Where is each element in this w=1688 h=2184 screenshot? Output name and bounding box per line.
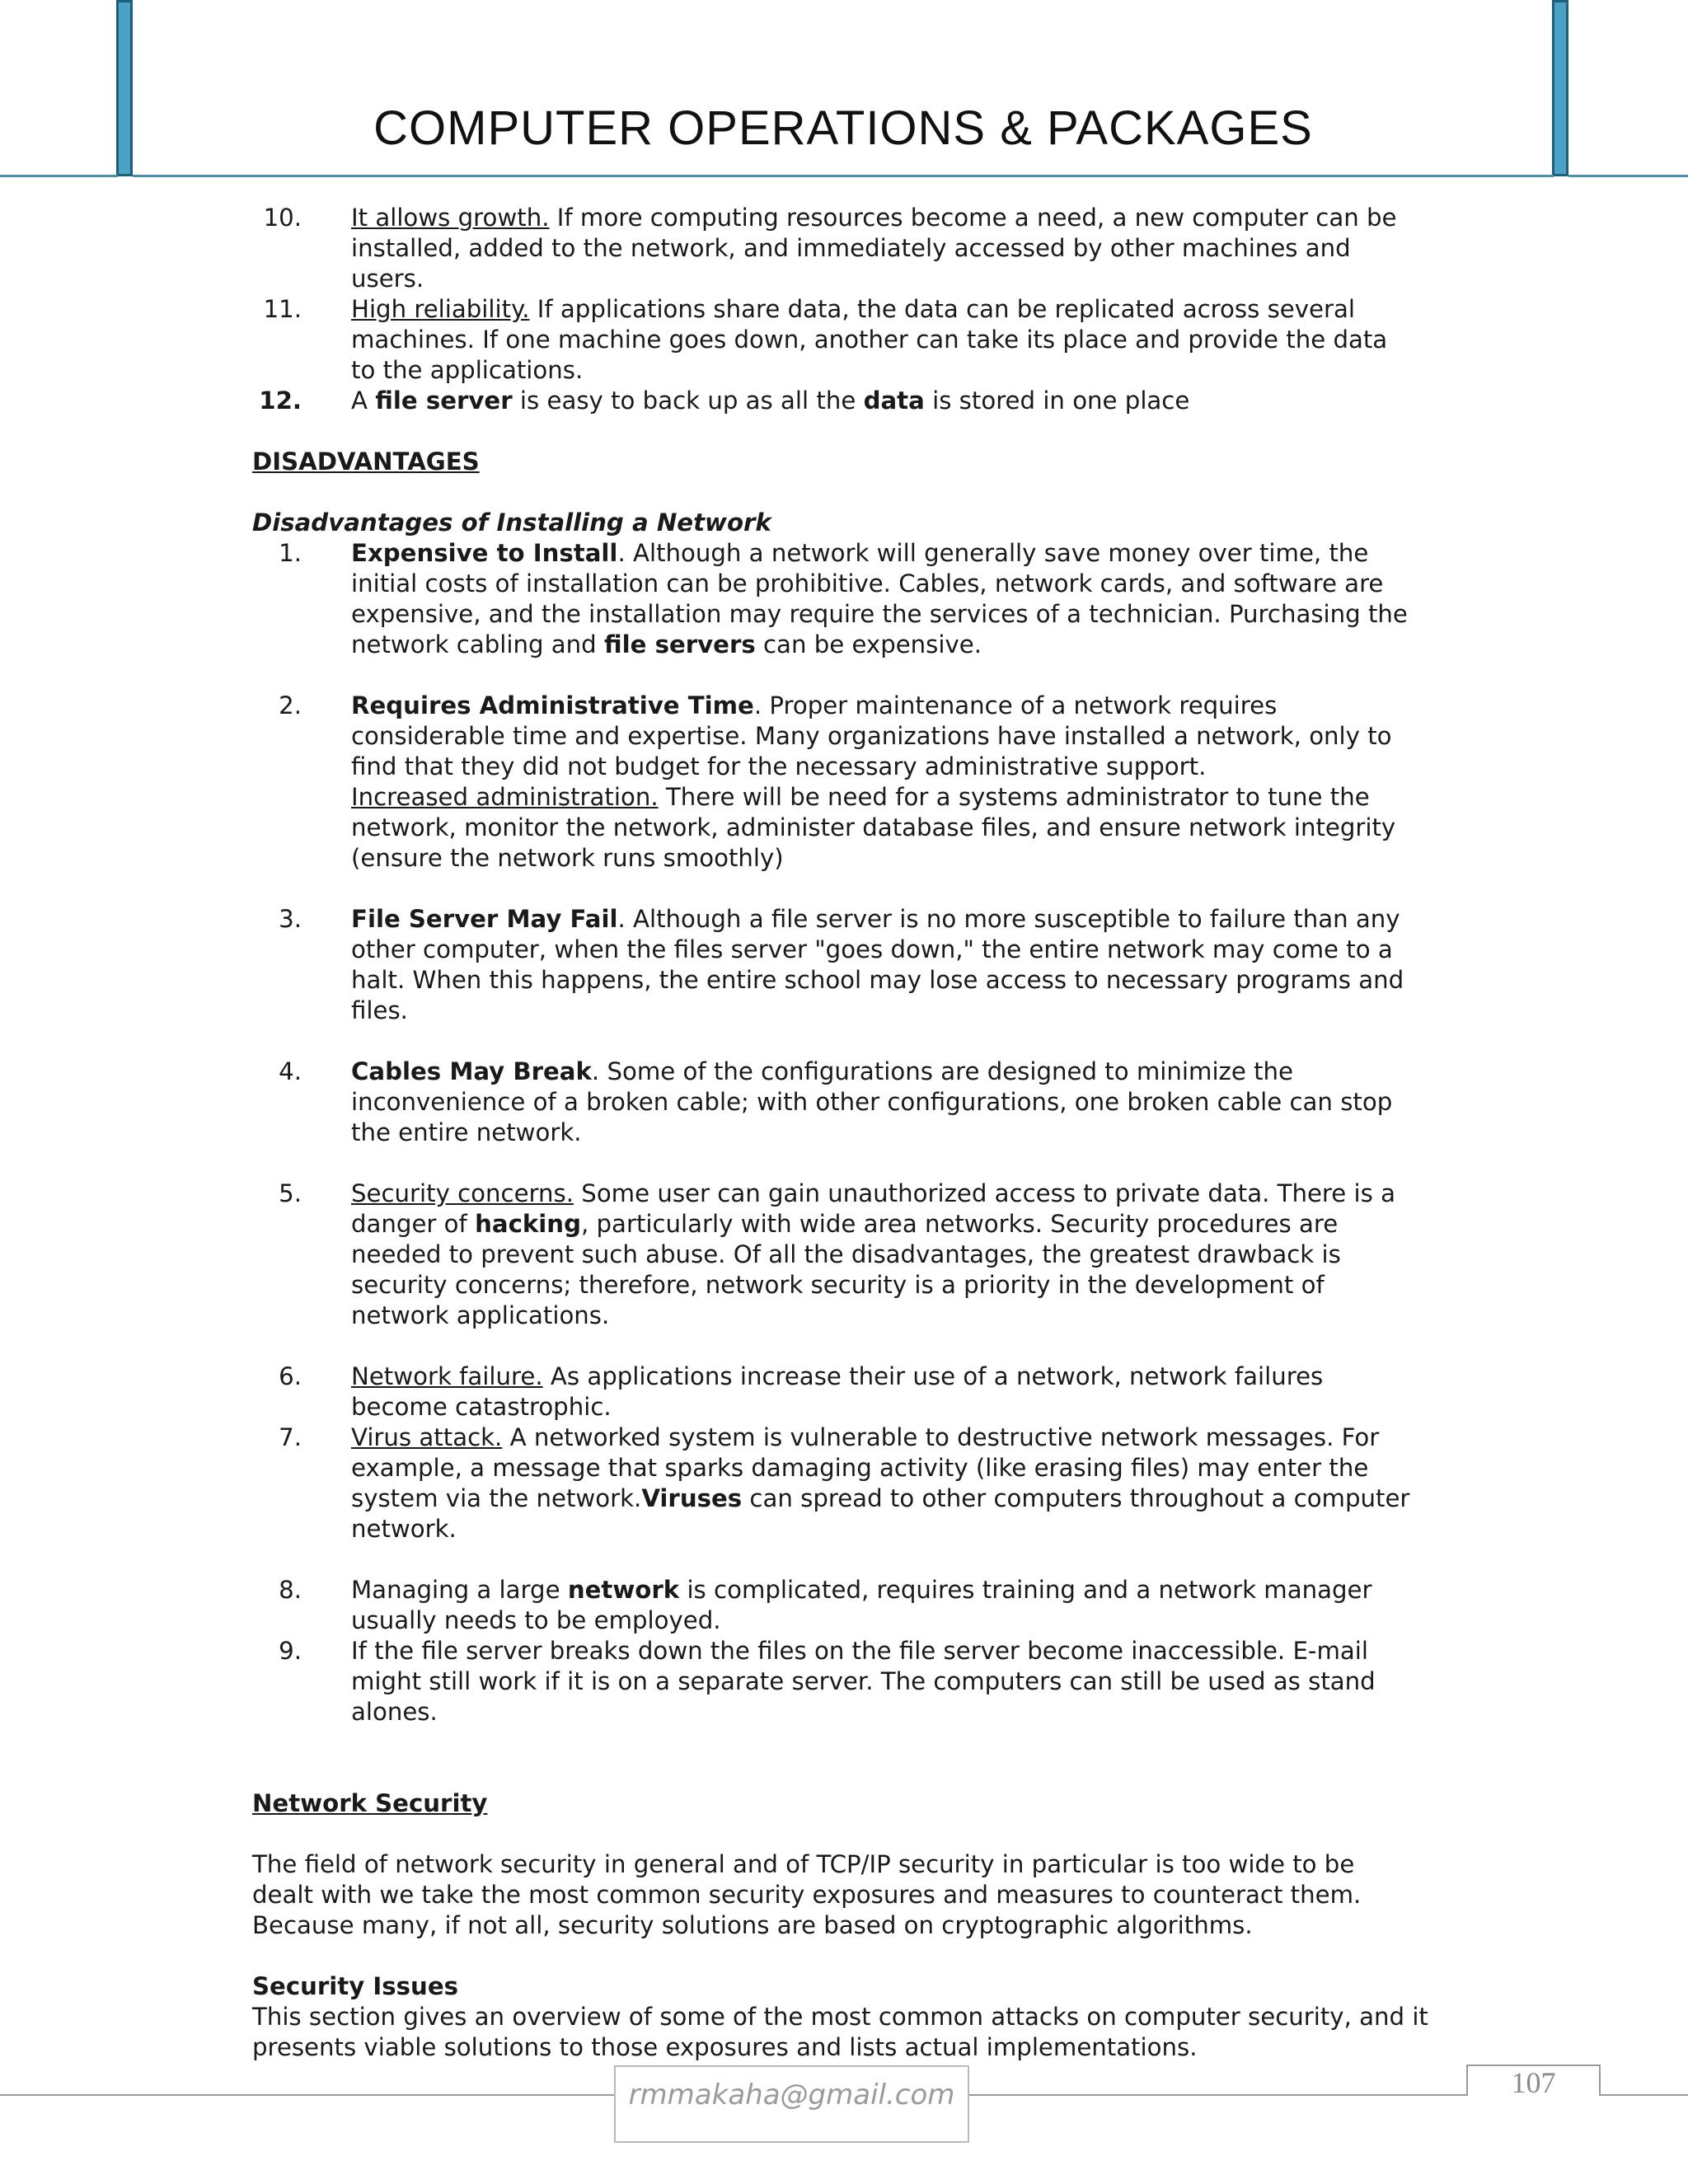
list-number: 6. [279, 1362, 302, 1390]
item-lead: Expensive to Install [351, 539, 618, 567]
list-text: Expensive to Install. Although a network will generally save money over time, the initial costs of installation can be prohibitive. Cables, network cards, and software are expensive, and the installation may require the services of a technician. Purchasing the network cabling and file servers can be expensive. [351, 539, 1408, 658]
item-lead: Requires Administrative Time [351, 691, 754, 719]
list-text: Network failure. As applications increase their use of a network, network failures become catastrophic. [351, 1362, 1324, 1421]
footer-email: rmmakaha@gmail.com [614, 2065, 969, 2143]
page-number: 107 [1466, 2064, 1601, 2096]
list-item-disadvantage-3 [252, 904, 1456, 1026]
list-text: Cables May Break. Some of the configurations are designed to minimize the inconvenience of a broken cable; with other configurations, one broken cable can stop the entire network. [351, 1057, 1393, 1146]
list-text: File Server May Fail. Although a file server is no more susceptible to failure than any other computer, when the files server "goes down," the entire network may come to a halt. When this happens, the entire school may lose access to necessary programs and files. [351, 905, 1404, 1024]
network-security-paragraph: The field of network security in general and of TCP/IP security in particular is too wide to be dealt with we take the most common security exposures and measures to counteract them. Because many, if not all, security solutions are based on cryptographic algorithms. [252, 1850, 1362, 1939]
header-accent-bar-left [116, 0, 133, 176]
item-lead: Virus attack. [351, 1423, 503, 1451]
subheading-security-issues: Security Issues [252, 1972, 458, 2000]
list-text: A file server is easy to back up as all the data is stored in one place [351, 387, 1190, 415]
list-item-disadvantage-9 [252, 1636, 1456, 1727]
footer-rule-left [0, 2094, 614, 2096]
list-number: 7. [279, 1423, 302, 1451]
list-item-disadvantage-7 [252, 1422, 1456, 1544]
item-sub-lead: Increased administration. [351, 783, 659, 811]
list-number: 12. [259, 387, 302, 415]
list-text: Security concerns. Some user can gain unauthorized access to private data. There is a danger of hacking, particularly with wide area networks. Security procedures are needed to prevent such abuse. Of all the disadvantages, the greatest drawback is security concerns; therefore, network security is a priority in the development of network applications. [351, 1179, 1396, 1329]
list-item-disadvantage-5 [252, 1179, 1456, 1331]
list-item-advantage-10 [252, 203, 1456, 294]
list-text: If the file server breaks down the files on the file server become inaccessible. E-mail might still work if it is on a separate server. The computers can still be used as stand alones. [351, 1637, 1376, 1726]
section-heading-disadvantages: DISADVANTAGES [252, 448, 480, 476]
list-text: Virus attack. A networked system is vulnerable to destructive network messages. For example, a message that sparks damaging activity (like erasing files) may enter the system via the network.Viruses can spread to other computers throughout a computer network. [351, 1423, 1410, 1543]
document-title: COMPUTER OPERATIONS & PACKAGES [373, 101, 1313, 155]
subheading-disadvantages: Disadvantages of Installing a Network [252, 509, 771, 537]
header-rule-left [0, 175, 118, 177]
item-lead: Security concerns. [351, 1179, 574, 1207]
section-heading-network-security: Network Security [252, 1789, 488, 1817]
list-text: Requires Administrative Time. Proper maintenance of a network requires considerable time and expertise. Many organizations have installed a network, only to find that they did not budget for the necessary administrative support. Increased administration. There will be need for a systems administrator to tune the network, monitor the network, administer database files, and ensure network integrity (ensure the network runs smoothly) [351, 691, 1396, 872]
list-number: 4. [279, 1057, 302, 1085]
header-rule [133, 175, 1554, 177]
list-item-disadvantage-6 [252, 1361, 1456, 1422]
item-lead: Network failure. [351, 1362, 543, 1390]
item-lead: High reliability. [351, 295, 530, 323]
list-number: 10. [263, 204, 302, 232]
list-text: It allows growth. If more computing resources become a need, a new computer can be installed, added to the network, and immediately accessed by other machines and users. [351, 204, 1397, 293]
footer-rule-right [1601, 2094, 1688, 2096]
list-item-disadvantage-8 [252, 1575, 1456, 1636]
list-number: 3. [279, 905, 302, 933]
list-item-advantage-11 [252, 294, 1456, 386]
item-lead: It allows growth. [351, 204, 550, 232]
list-number: 8. [279, 1576, 302, 1604]
list-item-advantage-12 [252, 386, 1456, 416]
item-lead: Cables May Break [351, 1057, 592, 1085]
item-lead: File Server May Fail [351, 905, 618, 933]
list-number: 5. [279, 1179, 302, 1207]
list-item-disadvantage-2 [252, 691, 1456, 874]
list-text: High reliability. If applications share data, the data can be replicated across several machines. If one machine goes down, another can take its place and provide the data to the applications. [351, 295, 1388, 384]
header-accent-bar-right [1552, 0, 1568, 176]
list-item-disadvantage-4 [252, 1057, 1456, 1148]
list-number: 9. [279, 1637, 302, 1665]
security-issues-paragraph: This section gives an overview of some of the most common attacks on computer security, and it presents viable solutions to those exposures and lists actual implementations. [252, 2003, 1428, 2061]
list-text: Managing a large network is complicated, requires training and a network manager usually needs to be employed. [351, 1576, 1372, 1634]
list-number: 11. [263, 295, 302, 323]
header-rule-right [1568, 175, 1688, 177]
list-number: 2. [279, 691, 302, 719]
list-item-disadvantage-1 [252, 538, 1456, 660]
footer-rule-mid [969, 2094, 1466, 2096]
list-number: 1. [279, 539, 302, 567]
page-content [252, 203, 1456, 2063]
